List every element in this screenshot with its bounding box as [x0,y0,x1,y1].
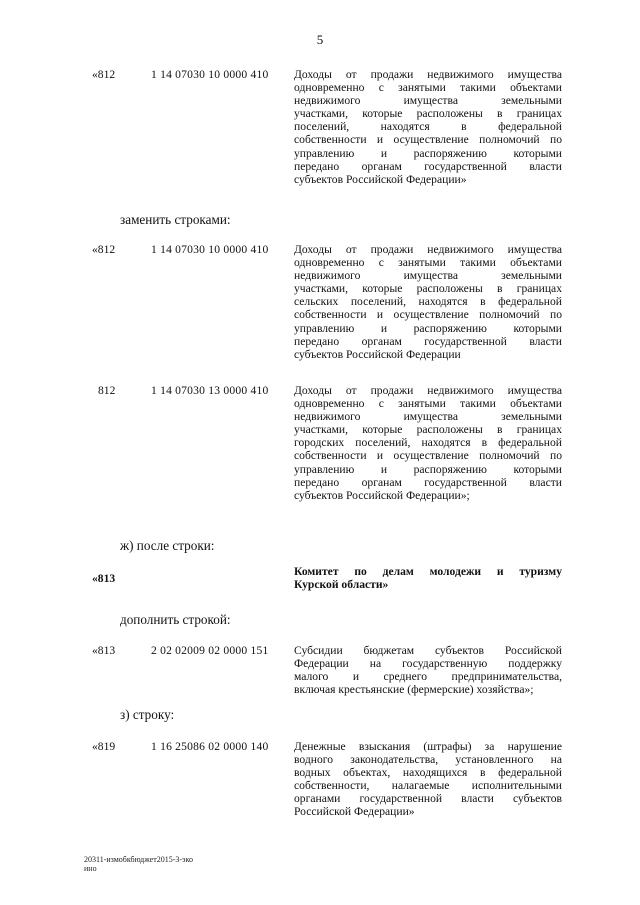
instruction-add-row: дополнить строкой: [120,612,231,627]
description-line: передано органам государственной власти [294,334,562,348]
description-line: недвижимого имущества земельными [294,410,562,424]
description-line: собственности и осуществление полномочий по [294,449,562,463]
income-description [294,384,562,502]
description-line: малого и среднего предпринимательства, [294,670,562,684]
description-line: участками, которые расположены в границах [294,282,562,296]
description-line: Доходы от продажи недвижимого имущества [294,384,562,397]
description-line: включая крестьянские (фермерские) хозяйства»; [294,683,534,697]
description-line: Комитет по делам молодежи и туризму [294,565,562,578]
description-line: передано органам государственной власти [294,159,562,173]
description-line: Федерации на государственную поддержку [294,657,562,671]
description-line: Доходы от продажи недвижимого имущества [294,68,562,81]
description-line: Курской области» [294,578,389,592]
description-line: одновременно с занятыми такими объектами [294,397,562,411]
description-line: передано органам государственной власти [294,475,562,489]
description-line: сельских поселений, находятся в федеральной [294,295,562,309]
admin-code: 812 [98,384,116,397]
description-line: одновременно с занятыми такими объектами [294,81,562,95]
description-line: Денежные взыскания (штрафы) за нарушение [294,740,562,753]
income-description [294,740,562,819]
instruction-after-row: ж) после строки: [120,538,215,553]
description-line: недвижимого имущества земельными [294,94,562,108]
income-description [294,243,562,361]
description-line: управлению и распоряжению которыми [294,321,562,335]
document-footer [84,855,193,873]
description-line: водного законодательства, установленного на [294,753,562,767]
description-line: недвижимого имущества земельными [294,269,562,283]
description-line: участками, которые расположены в границах [294,107,562,121]
budget-classification-code: 1 14 07030 10 0000 410 [151,243,269,256]
budget-classification-code: 2 02 02009 02 0000 151 [151,644,269,657]
description-line: субъектов Российской Федерации» [294,172,467,186]
description-line: водных объектах, находящихся в федеральной [294,766,562,780]
admin-code: «812 [92,243,116,256]
income-description [294,644,562,696]
description-line: поселений, находятся в федеральной [294,120,562,134]
budget-classification-code: 1 16 25086 02 0000 140 [151,740,269,753]
budget-classification-code: 1 14 07030 13 0000 410 [151,384,269,397]
description-line: субъектов Российской Федерации»; [294,488,470,502]
description-line: собственности и осуществление полномочий по [294,133,562,147]
description-line: участками, которые расположены в границах [294,423,562,437]
description-line: Российской Федерации» [294,805,415,819]
budget-classification-code: 1 14 07030 10 0000 410 [151,68,269,81]
admin-code: «819 [92,740,116,753]
description-line: собственности, налагаемые исполнительными [294,779,562,793]
admin-code: «812 [92,68,116,81]
page-number: 5 [316,32,324,47]
admin-code: «813 [92,572,116,585]
description-line: Доходы от продажи недвижимого имущества [294,243,562,256]
instruction-replace: заменить строками: [120,212,231,227]
instruction-row-z: з) строку: [120,707,175,722]
admin-code: «813 [92,644,116,657]
description-line: органами государственной власти субъектов [294,792,562,806]
description-line: одновременно с занятыми такими объектами [294,256,562,270]
footer-filename-continuation: ино [84,864,97,873]
committee-title [294,565,562,591]
description-line: собственности и осуществление полномочий по [294,308,562,322]
footer-filename: 20311-измобкбюджет2015-3-эко [84,855,193,864]
description-line: Субсидии бюджетам субъектов Российской [294,644,562,657]
description-line: управлению и распоряжению которыми [294,462,562,476]
income-description [294,68,562,186]
description-line: субъектов Российской Федерации [294,347,461,361]
description-line: городских поселений, находятся в федеральной [294,436,562,450]
description-line: управлению и распоряжению которыми [294,146,562,160]
